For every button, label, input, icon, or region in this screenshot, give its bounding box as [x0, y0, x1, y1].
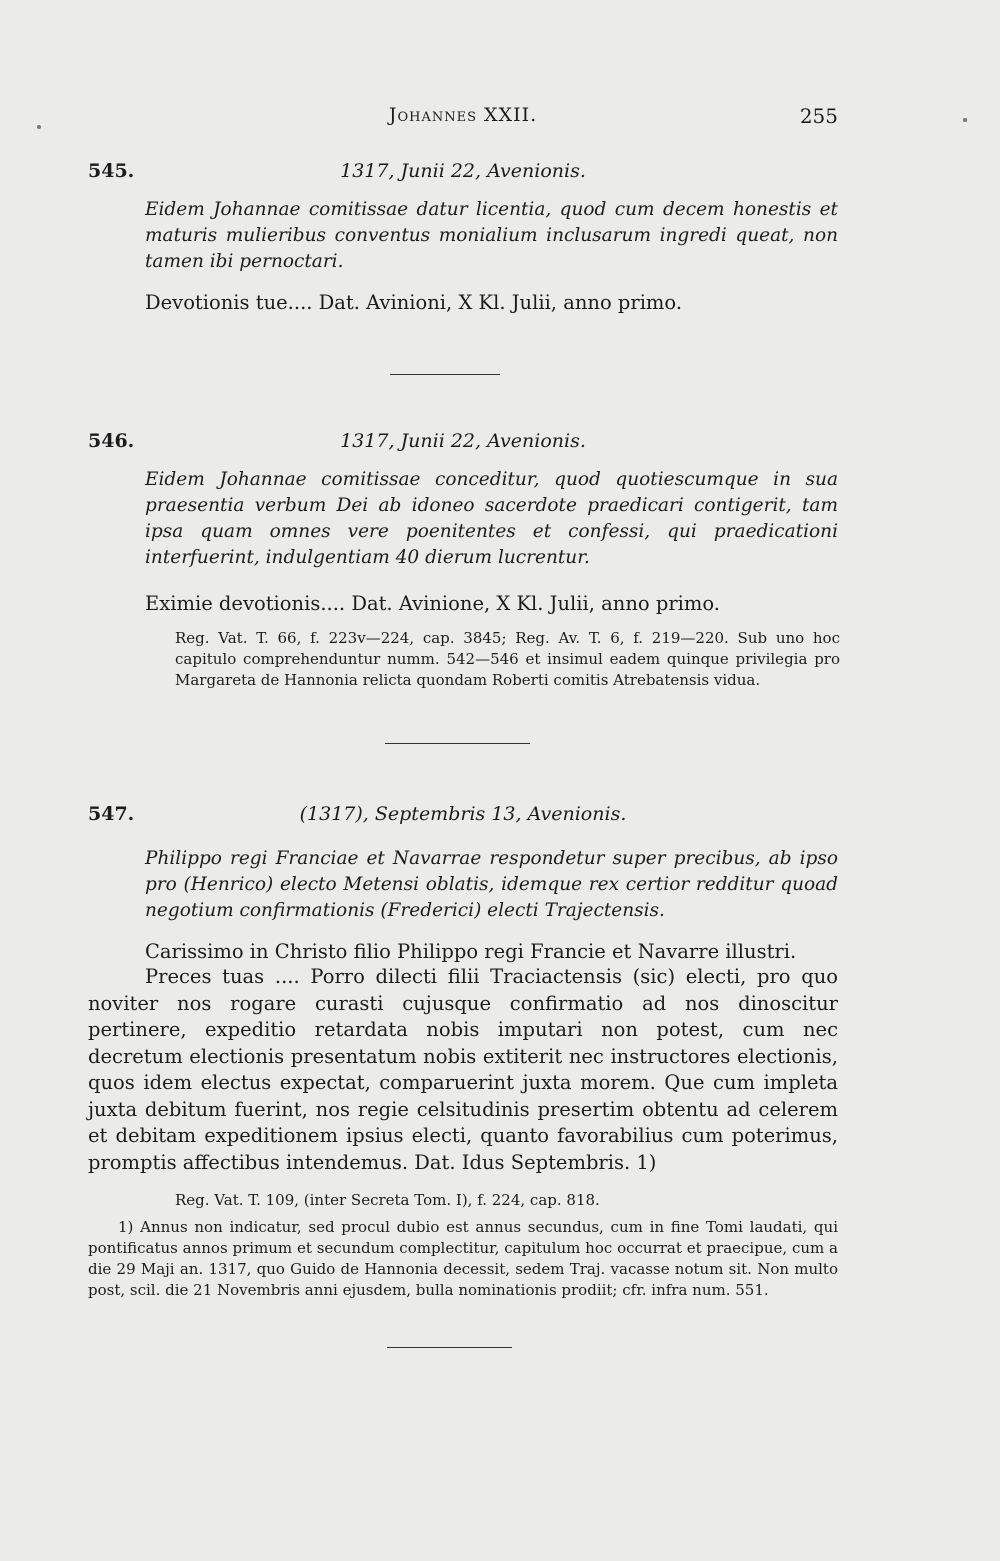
- letter-text: [88, 964, 838, 1176]
- entry-dateline: 1317, Junii 22, Avenionis.: [340, 160, 586, 182]
- entry-incipit: Devotionis tue.... Dat. Avinioni, X Kl. Julii, anno primo.: [145, 291, 683, 314]
- entry-summary: Eidem Johannae comitissae conceditur, quod quotiescumque in sua praesentia verbum Dei ab idoneo sacerdote praedicari contigerit, tam ipsa quam omnes vere poenitentes et confessi, qui praedicationi interfuerint, indulgentiam 40 dierum lucrentur.: [145, 469, 838, 568]
- end-rule: [387, 1347, 512, 1348]
- entry-summary: Eidem Johannae comitissae datur licentia, quod cum decem honestis et maturis mulieribus conventus monialium inclusarum ingredi queat, non tamen ibi pernoctari.: [145, 199, 838, 272]
- entry-number: 545.: [88, 160, 135, 182]
- footnote-text: 1) Annus non indicatur, sed procul dubio est annus secundus, cum in fine Tomi laudati, qui pontificatus annos primum et secundum complectitur, capitulum hoc occurrat et praecipue, cum a die 29 Maji an. 1317, quo Guido de Hannonia decessit, sedem Traj. vacasse notum sit. Non multo post, scil. die 21 Novembris anni ejusdem, bulla nominationis prodiit; cfr. infra num. 551.: [88, 1218, 838, 1299]
- entry-dateline: (1317), Septembris 13, Avenionis.: [299, 803, 627, 825]
- section-divider: [385, 743, 530, 744]
- register-reference: Reg. Vat. T. 109, (inter Secreta Tom. I), f. 224, cap. 818.: [175, 1191, 600, 1209]
- entry-number: 546.: [88, 430, 135, 452]
- scan-speck: [963, 118, 967, 122]
- entry-number: 547.: [88, 803, 135, 825]
- entry-summary: Philippo regi Franciae et Navarrae respondetur super precibus, ab ipso pro (Henrico) electo Metensi oblatis, idemque rex certior redditur quoad negotium confirmationis (Frederici) electi Trajectensis.: [145, 848, 838, 921]
- scan-speck: [37, 125, 41, 129]
- running-title: Johannes XXII.: [388, 104, 538, 126]
- entry-address: Carissimo in Christo filio Philippo regi Francie et Navarre illustri.: [145, 940, 797, 963]
- page-number: 255: [799, 104, 838, 128]
- entry-dateline: 1317, Junii 22, Avenionis.: [340, 430, 586, 452]
- running-header: [88, 104, 838, 134]
- section-divider: [390, 374, 500, 375]
- footnote: [88, 1217, 838, 1301]
- register-reference: Reg. Vat. T. 66, f. 223v—224, cap. 3845; Reg. Av. T. 6, f. 219—220. Sub uno hoc capitulo comprehenduntur numm. 542—546 et insimul eadem quinque privilegia pro Margareta de Hannonia relicta quondam Roberti comitis Atrebatensis vidua.: [175, 629, 840, 689]
- entry-incipit: Eximie devotionis.... Dat. Avinione, X Kl. Julii, anno primo.: [145, 592, 720, 615]
- letter-paragraph: Preces tuas .... Porro dilecti filii Traciactensis (sic) electi, pro quo noviter nos rogare curasti cujusque confirmatio ad nos dinoscitur pertinere, expeditio retardata nobis imputari non potest, cum nec decretum electionis presentatum nobis extiterit nec instructores electionis, quos idem electus expectat, comparuerint juxta morem. Que cum impleta juxta debitum fuerint, nos regie celsitudinis presertim obtentu ad celerem et debitam expeditionem ipsius electi, quanto favorabilius cum poterimus, promptis affectibus intendemus. Dat. Idus Septembris. 1): [88, 965, 838, 1174]
